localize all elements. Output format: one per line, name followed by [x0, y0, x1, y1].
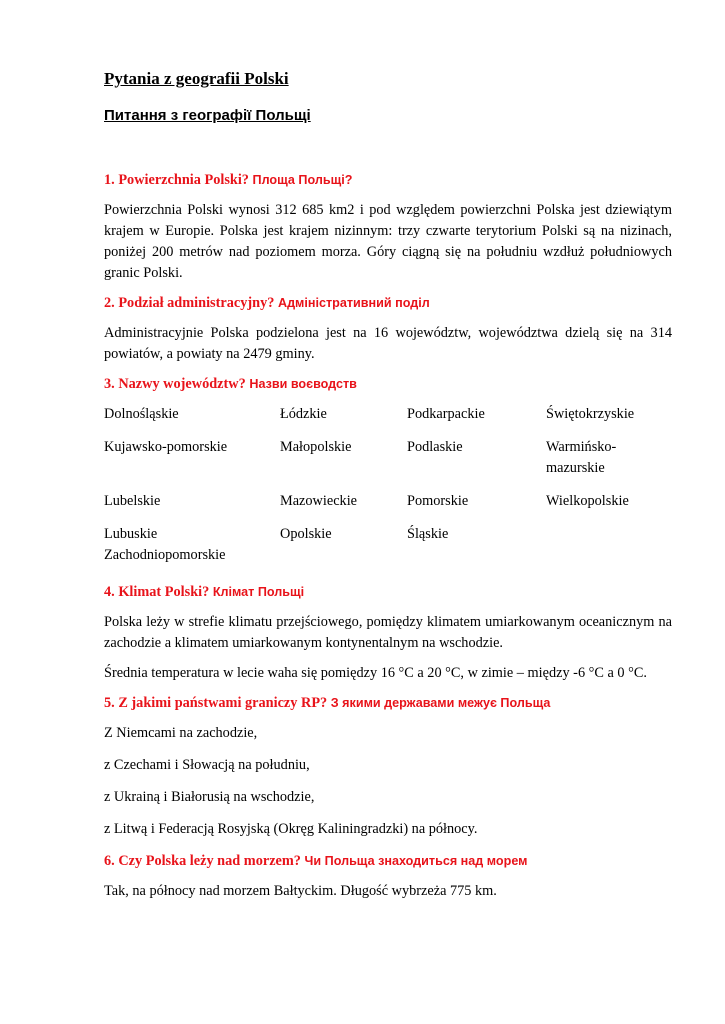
question-polish: Z jakimi państwami graniczy RP? [118, 695, 328, 711]
table-cell: Pomorskie [407, 493, 469, 509]
title-ukrainian: Питання з географії Польщі [104, 107, 311, 124]
table-cell: Małopolskie [280, 439, 352, 455]
table-cell: Dolnośląskie [104, 406, 179, 422]
question-heading-1 [104, 170, 672, 191]
table-cell: Łódzkie [280, 406, 327, 422]
answer-paragraph-2: Administracyjnie Polska podzielona jest na 16 województw, województwa dzielą się na 314 powiatów, a powiaty na 2479 gminy. [104, 325, 672, 362]
question-heading-2 [104, 293, 672, 314]
question-polish: Nazwy województw? [118, 376, 246, 392]
table-cell: Wielkopolskie [546, 493, 629, 509]
document-content [104, 170, 672, 911]
question-ukrainian: З якими державами межує Польща [330, 696, 551, 710]
question-number: 3. [104, 376, 115, 392]
question-polish: Powierzchnia Polski? [118, 172, 249, 188]
table-cell: Podlaskie [407, 439, 463, 455]
question-heading-6 [104, 851, 672, 872]
table-row [104, 524, 672, 578]
question-number: 2. [104, 295, 115, 311]
answer-paragraph-1: Powierzchnia Polski wynosi 312 685 km2 i pod względem powierzchni Polska jest dziewiątym krajem w Europie. Polska jest krajem nizinnym: trzy czwarte terytorium Polski są na nizinach, poniżej 200 metrów nad poziomem morza. Góry ciągną się na południu wzdłuż południowych granic Polski. [104, 202, 672, 281]
question-ukrainian: Адміністративний поділ [277, 296, 430, 310]
question-polish: Podział administracyjny? [118, 295, 275, 311]
table-cell: Podkarpackie [407, 406, 485, 422]
question-ukrainian: Площа Польщі? [252, 173, 353, 187]
question-ukrainian: Чи Польща знаходиться над морем [304, 854, 528, 868]
list-item: z Czechami i Słowacją na południu, [104, 757, 310, 773]
table-cell: Śląskie [407, 526, 449, 542]
question-polish: Czy Polska leży nad morzem? [118, 853, 301, 869]
answer-paragraph-4b: Średnia temperatura w lecie waha się pomiędzy 16 °C a 20 °C, w zimie – między -6 °C a 0 °C. [104, 665, 647, 681]
table-cell: Opolskie [280, 526, 332, 542]
table-cell [546, 524, 672, 578]
question-number: 6. [104, 853, 115, 869]
question-ukrainian: Назви воєводств [249, 377, 357, 391]
title-polish: Pytania z geografii Polski [104, 69, 289, 88]
question-number: 5. [104, 695, 115, 711]
table-cell: Warmińsko-mazurskie [546, 439, 617, 476]
question-heading-5 [104, 693, 672, 714]
table-cell: Mazowieckie [280, 493, 358, 509]
question-polish: Klimat Polski? [118, 584, 210, 600]
table-row [104, 491, 672, 524]
question-ukrainian: Клімат Польщі [212, 585, 305, 599]
table-cell: Lubuskie Zachodniopomorskie [104, 526, 226, 563]
table-row [104, 404, 672, 437]
question-number: 4. [104, 584, 115, 600]
answer-paragraph-6: Tak, na północy nad morzem Bałtyckim. Długość wybrzeża 775 km. [104, 883, 497, 899]
table-row [104, 437, 672, 491]
list-item: Z Niemcami na zachodzie, [104, 725, 258, 741]
answer-paragraph-4: Polska leży w strefie klimatu przejściowego, pomiędzy klimatem umiarkowanym oceanicznym na zachodzie a klimatem umiarkowanym kontynentalnym na wschodzie. [104, 614, 672, 651]
table-cell: Lubelskie [104, 493, 161, 509]
question-heading-4 [104, 582, 672, 603]
question-heading-3 [104, 374, 672, 395]
question-number: 1. [104, 172, 115, 188]
table-cell: Kujawsko-pomorskie [104, 439, 228, 455]
voivodeship-table [104, 404, 672, 578]
list-item: z Litwą i Federacją Rosyjską (Okręg Kaliningradzki) na północy. [104, 821, 478, 837]
list-item: z Ukrainą i Białorusią na wschodzie, [104, 789, 315, 805]
table-cell: Świętokrzyskie [546, 406, 635, 422]
